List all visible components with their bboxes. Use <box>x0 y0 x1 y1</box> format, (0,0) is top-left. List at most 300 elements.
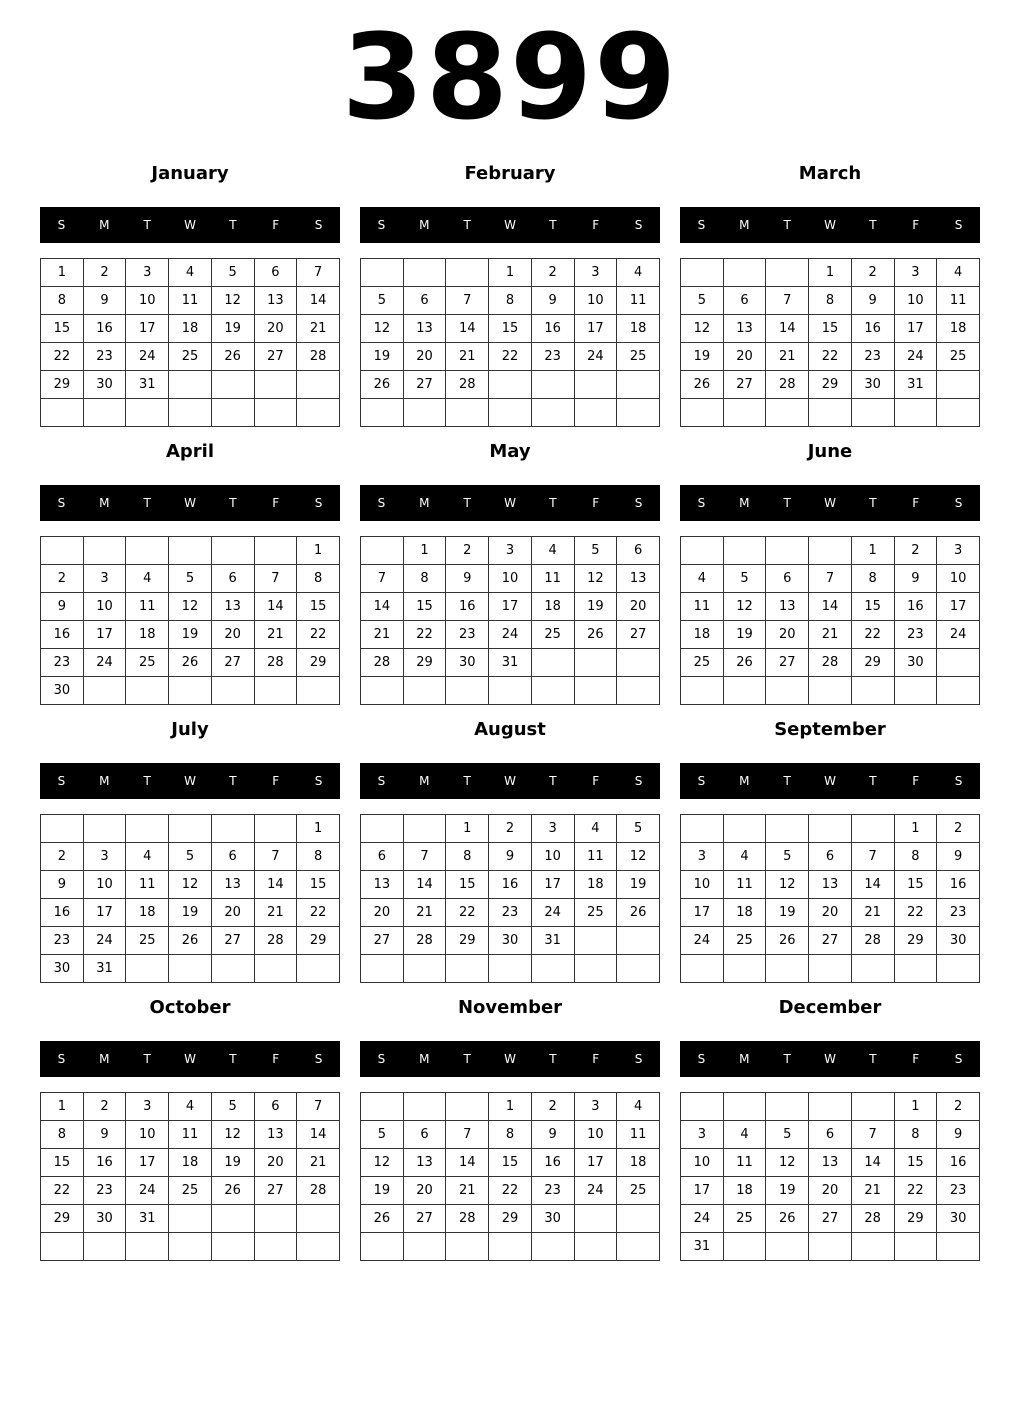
day-cell: 30 <box>894 649 937 677</box>
day-cell: 14 <box>851 871 894 899</box>
empty-day-cell <box>937 399 980 427</box>
day-cell: 13 <box>254 287 297 315</box>
week-row <box>361 1233 660 1261</box>
empty-day-cell <box>809 1093 852 1121</box>
weekday-label: T <box>143 218 151 232</box>
day-cell: 25 <box>169 343 212 371</box>
day-cell: 21 <box>766 343 809 371</box>
day-grid <box>680 814 980 983</box>
weekday-label: T <box>869 218 877 232</box>
day-cell: 10 <box>574 287 617 315</box>
month-name: October <box>149 997 231 1018</box>
empty-day-cell <box>361 955 404 983</box>
weekday-label: M <box>739 218 750 232</box>
weekday-label: S <box>377 1052 386 1066</box>
day-cell: 25 <box>531 621 574 649</box>
weekday-label: T <box>783 774 791 788</box>
day-cell: 18 <box>681 621 724 649</box>
empty-day-cell <box>254 677 297 705</box>
day-cell: 4 <box>574 815 617 843</box>
day-cell: 14 <box>297 287 340 315</box>
day-cell: 21 <box>403 899 446 927</box>
day-cell: 26 <box>574 621 617 649</box>
weekday-label: S <box>314 1052 323 1066</box>
week-row <box>41 677 340 705</box>
day-cell: 4 <box>617 259 660 287</box>
weekday-label: T <box>229 774 237 788</box>
weekday-label: S <box>954 774 963 788</box>
day-cell: 16 <box>894 593 937 621</box>
day-cell: 7 <box>766 287 809 315</box>
day-cell: 26 <box>169 927 212 955</box>
empty-day-cell <box>403 677 446 705</box>
day-cell: 28 <box>361 649 404 677</box>
empty-day-cell <box>894 1233 937 1261</box>
day-cell: 14 <box>446 315 489 343</box>
day-cell: 20 <box>723 343 766 371</box>
empty-day-cell <box>766 815 809 843</box>
week-row <box>361 565 660 593</box>
day-cell: 12 <box>574 565 617 593</box>
empty-day-cell <box>766 955 809 983</box>
empty-day-cell <box>723 1093 766 1121</box>
day-cell: 9 <box>446 565 489 593</box>
day-cell: 22 <box>41 343 84 371</box>
day-cell: 11 <box>169 1121 212 1149</box>
day-cell: 1 <box>297 815 340 843</box>
week-row <box>681 955 980 983</box>
day-cell: 18 <box>723 1177 766 1205</box>
year-title: 3899 <box>341 8 679 146</box>
day-grid <box>40 536 340 705</box>
day-cell: 10 <box>894 287 937 315</box>
day-cell: 26 <box>617 899 660 927</box>
weekday-label: M <box>99 1052 110 1066</box>
empty-day-cell <box>41 537 84 565</box>
day-cell: 27 <box>403 1205 446 1233</box>
day-cell: 24 <box>937 621 980 649</box>
empty-day-cell <box>254 399 297 427</box>
empty-day-cell <box>446 1093 489 1121</box>
empty-day-cell <box>83 1233 126 1261</box>
week-row <box>681 621 980 649</box>
weekday-label: W <box>184 218 196 232</box>
weekday-label: T <box>463 774 471 788</box>
day-cell: 4 <box>937 259 980 287</box>
week-row <box>681 343 980 371</box>
day-cell: 15 <box>489 315 532 343</box>
empty-day-cell <box>681 815 724 843</box>
week-row <box>361 871 660 899</box>
empty-day-cell <box>254 371 297 399</box>
empty-day-cell <box>83 815 126 843</box>
day-cell: 10 <box>681 1149 724 1177</box>
day-cell: 14 <box>766 315 809 343</box>
weekday-label: S <box>57 1052 66 1066</box>
day-cell: 18 <box>169 1149 212 1177</box>
day-cell: 9 <box>41 593 84 621</box>
week-row <box>361 649 660 677</box>
day-cell: 2 <box>489 815 532 843</box>
week-row <box>361 1177 660 1205</box>
week-row <box>681 649 980 677</box>
weekday-label: S <box>697 774 706 788</box>
day-grid <box>680 536 980 705</box>
day-cell: 31 <box>126 1205 169 1233</box>
day-cell: 8 <box>446 843 489 871</box>
day-cell: 2 <box>894 537 937 565</box>
week-row <box>681 899 980 927</box>
day-cell: 3 <box>681 843 724 871</box>
day-cell: 4 <box>723 1121 766 1149</box>
week-row <box>681 371 980 399</box>
day-cell: 11 <box>126 871 169 899</box>
day-cell: 6 <box>254 259 297 287</box>
day-cell: 6 <box>403 1121 446 1149</box>
empty-day-cell <box>766 1093 809 1121</box>
day-cell: 25 <box>723 927 766 955</box>
week-row <box>361 537 660 565</box>
weekday-label: S <box>314 218 323 232</box>
weekday-label: W <box>184 496 196 510</box>
day-cell: 3 <box>937 537 980 565</box>
week-row <box>681 1121 980 1149</box>
empty-day-cell <box>169 1233 212 1261</box>
weekday-label: W <box>504 218 516 232</box>
day-cell: 4 <box>126 843 169 871</box>
empty-day-cell <box>169 677 212 705</box>
day-cell: 4 <box>169 1093 212 1121</box>
week-row <box>41 593 340 621</box>
day-cell: 9 <box>489 843 532 871</box>
day-cell: 7 <box>361 565 404 593</box>
day-cell: 30 <box>489 927 532 955</box>
day-cell: 13 <box>809 1149 852 1177</box>
week-row <box>681 1233 980 1261</box>
week-row <box>361 677 660 705</box>
week-row <box>41 899 340 927</box>
day-grid <box>40 1092 340 1261</box>
empty-day-cell <box>83 537 126 565</box>
weekday-header <box>680 1041 980 1077</box>
week-row <box>41 371 340 399</box>
day-cell: 11 <box>617 287 660 315</box>
day-cell: 5 <box>681 287 724 315</box>
day-cell: 2 <box>937 1093 980 1121</box>
day-cell: 28 <box>254 927 297 955</box>
empty-day-cell <box>211 677 254 705</box>
day-cell: 9 <box>531 287 574 315</box>
day-cell: 5 <box>617 815 660 843</box>
day-cell: 20 <box>809 1177 852 1205</box>
day-grid <box>360 258 660 427</box>
day-cell: 29 <box>41 1205 84 1233</box>
empty-day-cell <box>766 677 809 705</box>
day-cell: 30 <box>531 1205 574 1233</box>
day-cell: 6 <box>403 287 446 315</box>
day-cell: 6 <box>809 843 852 871</box>
day-cell: 22 <box>851 621 894 649</box>
day-cell: 22 <box>489 343 532 371</box>
day-cell: 11 <box>723 1149 766 1177</box>
weekday-label: M <box>739 1052 750 1066</box>
empty-day-cell <box>211 371 254 399</box>
weekday-label: M <box>99 496 110 510</box>
weekday-header <box>360 207 660 243</box>
day-cell: 16 <box>937 1149 980 1177</box>
weekday-label: T <box>549 218 557 232</box>
empty-day-cell <box>126 677 169 705</box>
empty-day-cell <box>361 677 404 705</box>
weekday-label: F <box>912 1052 920 1066</box>
day-cell: 17 <box>489 593 532 621</box>
week-row <box>41 927 340 955</box>
day-cell: 24 <box>574 343 617 371</box>
empty-day-cell <box>574 1205 617 1233</box>
month-name: December <box>778 997 882 1018</box>
week-row <box>681 537 980 565</box>
week-row <box>41 1205 340 1233</box>
day-cell: 10 <box>83 871 126 899</box>
day-cell: 6 <box>211 843 254 871</box>
weekday-label: F <box>912 218 920 232</box>
day-cell: 23 <box>937 1177 980 1205</box>
day-cell: 22 <box>41 1177 84 1205</box>
empty-day-cell <box>126 537 169 565</box>
weekday-label: S <box>377 496 386 510</box>
empty-day-cell <box>574 1233 617 1261</box>
weekday-label: W <box>824 496 836 510</box>
day-cell: 14 <box>297 1121 340 1149</box>
weekday-label: T <box>783 1052 791 1066</box>
weekday-label: S <box>57 774 66 788</box>
day-cell: 18 <box>531 593 574 621</box>
day-cell: 4 <box>617 1093 660 1121</box>
day-cell: 23 <box>894 621 937 649</box>
day-cell: 17 <box>531 871 574 899</box>
empty-day-cell <box>211 399 254 427</box>
day-cell: 10 <box>83 593 126 621</box>
weekday-label: M <box>419 218 430 232</box>
day-cell: 28 <box>766 371 809 399</box>
day-cell: 13 <box>809 871 852 899</box>
month-name: January <box>151 163 229 184</box>
weekday-label: W <box>504 1052 516 1066</box>
day-cell: 5 <box>211 1093 254 1121</box>
day-cell: 15 <box>403 593 446 621</box>
empty-day-cell <box>723 259 766 287</box>
day-cell: 21 <box>446 343 489 371</box>
day-cell: 25 <box>574 899 617 927</box>
day-cell: 8 <box>809 287 852 315</box>
day-cell: 20 <box>211 899 254 927</box>
day-cell: 3 <box>126 1093 169 1121</box>
empty-day-cell <box>169 815 212 843</box>
day-cell: 21 <box>851 899 894 927</box>
day-cell: 26 <box>723 649 766 677</box>
day-cell: 11 <box>531 565 574 593</box>
empty-day-cell <box>617 955 660 983</box>
day-cell: 18 <box>723 899 766 927</box>
empty-day-cell <box>41 399 84 427</box>
day-cell: 28 <box>446 1205 489 1233</box>
day-cell: 15 <box>489 1149 532 1177</box>
day-cell: 10 <box>531 843 574 871</box>
empty-day-cell <box>766 537 809 565</box>
empty-day-cell <box>766 259 809 287</box>
day-cell: 16 <box>851 315 894 343</box>
empty-day-cell <box>126 955 169 983</box>
day-cell: 17 <box>126 1149 169 1177</box>
empty-day-cell <box>574 955 617 983</box>
week-row <box>361 287 660 315</box>
day-cell: 2 <box>83 1093 126 1121</box>
empty-day-cell <box>937 955 980 983</box>
empty-day-cell <box>681 955 724 983</box>
empty-day-cell <box>254 1233 297 1261</box>
day-cell: 11 <box>723 871 766 899</box>
weekday-label: M <box>739 496 750 510</box>
day-cell: 31 <box>83 955 126 983</box>
day-cell: 21 <box>254 899 297 927</box>
day-cell: 17 <box>681 1177 724 1205</box>
empty-day-cell <box>617 1233 660 1261</box>
day-cell: 18 <box>169 315 212 343</box>
week-row <box>681 259 980 287</box>
day-grid <box>40 814 340 983</box>
day-cell: 20 <box>254 1149 297 1177</box>
week-row <box>681 1149 980 1177</box>
day-cell: 5 <box>169 565 212 593</box>
day-cell: 8 <box>489 1121 532 1149</box>
day-cell: 8 <box>297 843 340 871</box>
day-cell: 13 <box>723 315 766 343</box>
empty-day-cell <box>681 677 724 705</box>
day-cell: 16 <box>531 1149 574 1177</box>
day-cell: 30 <box>851 371 894 399</box>
empty-day-cell <box>254 955 297 983</box>
day-cell: 25 <box>126 649 169 677</box>
day-cell: 13 <box>766 593 809 621</box>
empty-day-cell <box>766 1233 809 1261</box>
day-cell: 2 <box>531 1093 574 1121</box>
weekday-label: F <box>272 1052 280 1066</box>
day-cell: 6 <box>254 1093 297 1121</box>
month-name: August <box>474 719 546 740</box>
week-row <box>681 1177 980 1205</box>
day-cell: 23 <box>531 343 574 371</box>
day-cell: 31 <box>531 927 574 955</box>
weekday-label: W <box>504 774 516 788</box>
weekday-header <box>680 485 980 521</box>
weekday-label: F <box>272 496 280 510</box>
day-cell: 5 <box>361 287 404 315</box>
day-cell: 1 <box>489 1093 532 1121</box>
weekday-label: M <box>419 496 430 510</box>
empty-day-cell <box>809 537 852 565</box>
weekday-label: T <box>143 496 151 510</box>
day-cell: 18 <box>617 315 660 343</box>
month-name: July <box>171 719 209 740</box>
empty-day-cell <box>211 1205 254 1233</box>
day-cell: 29 <box>446 927 489 955</box>
empty-day-cell <box>169 1205 212 1233</box>
empty-day-cell <box>723 1233 766 1261</box>
day-cell: 20 <box>361 899 404 927</box>
day-cell: 8 <box>894 843 937 871</box>
day-cell: 24 <box>489 621 532 649</box>
day-cell: 11 <box>169 287 212 315</box>
empty-day-cell <box>574 927 617 955</box>
empty-day-cell <box>574 649 617 677</box>
day-cell: 30 <box>937 927 980 955</box>
day-cell: 21 <box>254 621 297 649</box>
day-cell: 25 <box>126 927 169 955</box>
month-name: February <box>464 163 556 184</box>
empty-day-cell <box>809 815 852 843</box>
day-cell: 20 <box>766 621 809 649</box>
day-cell: 23 <box>446 621 489 649</box>
day-cell: 6 <box>766 565 809 593</box>
empty-day-cell <box>446 399 489 427</box>
weekday-label: T <box>143 774 151 788</box>
empty-day-cell <box>809 1233 852 1261</box>
day-cell: 9 <box>41 871 84 899</box>
day-cell: 9 <box>937 843 980 871</box>
weekday-header <box>680 207 980 243</box>
day-cell: 19 <box>574 593 617 621</box>
day-cell: 5 <box>766 1121 809 1149</box>
day-cell: 29 <box>297 927 340 955</box>
day-cell: 26 <box>361 1205 404 1233</box>
weekday-label: W <box>504 496 516 510</box>
day-cell: 14 <box>361 593 404 621</box>
week-row <box>41 565 340 593</box>
week-row <box>361 593 660 621</box>
day-cell: 23 <box>83 343 126 371</box>
day-cell: 24 <box>894 343 937 371</box>
day-cell: 1 <box>809 259 852 287</box>
day-cell: 3 <box>83 565 126 593</box>
empty-day-cell <box>681 399 724 427</box>
day-cell: 28 <box>446 371 489 399</box>
empty-day-cell <box>851 815 894 843</box>
day-cell: 19 <box>169 899 212 927</box>
empty-day-cell <box>489 371 532 399</box>
week-row <box>41 1177 340 1205</box>
empty-day-cell <box>297 399 340 427</box>
weekday-label: W <box>824 218 836 232</box>
day-cell: 27 <box>617 621 660 649</box>
day-cell: 24 <box>83 927 126 955</box>
day-cell: 21 <box>297 315 340 343</box>
day-cell: 7 <box>254 565 297 593</box>
weekday-label: S <box>634 774 643 788</box>
day-cell: 24 <box>681 1205 724 1233</box>
empty-day-cell <box>851 955 894 983</box>
empty-day-cell <box>297 1233 340 1261</box>
day-cell: 11 <box>937 287 980 315</box>
empty-day-cell <box>489 1233 532 1261</box>
day-cell: 29 <box>403 649 446 677</box>
month-name: March <box>798 163 862 184</box>
day-cell: 5 <box>211 259 254 287</box>
empty-day-cell <box>446 259 489 287</box>
week-row <box>41 315 340 343</box>
weekday-label: F <box>592 496 600 510</box>
day-cell: 27 <box>723 371 766 399</box>
week-row <box>681 315 980 343</box>
